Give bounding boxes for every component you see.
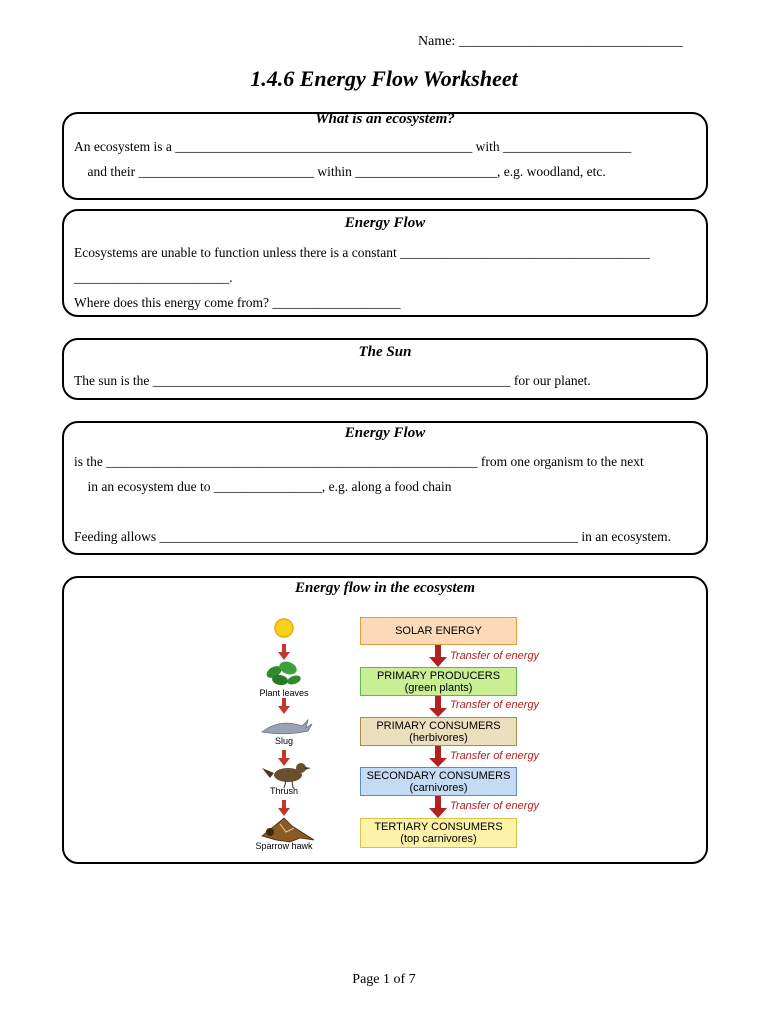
level-solar-energy-label: SOLAR ENERGY: [395, 625, 482, 637]
sun-line-1: The sun is the _____________________________________________________ for our planet.: [74, 373, 591, 388]
arrow-down-icon: [278, 698, 290, 714]
transfer-label: Transfer of energy: [450, 650, 540, 662]
food-chain-illustration: [240, 610, 340, 860]
ecosystem-section: [62, 112, 708, 200]
page-number: Page 1 of 7: [352, 972, 416, 987]
level-secondary-consumers-sub: (carnivores): [409, 782, 468, 794]
arrow-down-icon: [429, 696, 447, 717]
diagram-section-heading: Energy flow in the ecosystem: [295, 580, 475, 596]
arrow-down-icon: [429, 645, 447, 667]
level-primary-producers-label: PRIMARY PRODUCERS: [376, 670, 501, 682]
organism-label-plant-leaves: Plant leaves: [259, 688, 309, 698]
sun-section-heading: The Sun: [358, 344, 412, 360]
sun-section: [62, 338, 708, 400]
ecosystem-section-heading: What is an ecosystem?: [315, 111, 455, 127]
arrow-down-icon: [278, 800, 290, 816]
transfer-label: Transfer of energy: [450, 699, 540, 711]
name-field-label: Name: ________________________________: [418, 34, 683, 49]
sparrow-hawk-icon: [262, 818, 314, 842]
level-primary-consumers-sub: (herbivores): [409, 732, 468, 744]
organism-label-slug: Slug: [274, 736, 293, 746]
energy-flow-1-line-1: Ecosystems are unable to function unless there is a constant _____________________________________: [74, 245, 650, 260]
level-secondary-consumers-label: SECONDARY CONSUMERS: [366, 770, 511, 782]
organism-label-thrush: Thrush: [269, 786, 298, 796]
slug-icon: [262, 720, 312, 734]
energy-flow-section-1: [62, 209, 708, 317]
level-primary-producers-sub: (green plants): [404, 682, 473, 694]
page-title: 1.4.6 Energy Flow Worksheet: [250, 66, 518, 91]
level-tertiary-consumers: [360, 818, 517, 848]
energy-flow-section-2: [62, 421, 708, 555]
energy-flow-2-heading: Energy Flow: [344, 425, 426, 441]
sun-icon: [275, 619, 293, 637]
arrow-down-icon: [429, 746, 447, 767]
plant-leaves-icon: [265, 659, 302, 686]
arrow-down-icon: [278, 750, 290, 766]
transfer-label: Transfer of energy: [450, 750, 540, 762]
ecosystem-line-1: An ecosystem is a ____________________________________________ with ___________________: [74, 139, 632, 154]
energy-flow-2-line-2: in an ecosystem due to ________________, e.g. along a food chain: [74, 479, 452, 494]
energy-flow-2-line-1: is the _______________________________________________________ from one organism to the next: [74, 454, 644, 469]
level-primary-consumers-label: PRIMARY CONSUMERS: [376, 720, 501, 732]
energy-flow-1-line-2: _______________________.: [74, 270, 233, 285]
level-tertiary-consumers-sub: (top carnivores): [400, 833, 477, 845]
organism-label-sparrow-hawk: Sparrow hawk: [255, 841, 313, 851]
flow-arrows: [428, 645, 448, 820]
arrow-down-icon: [429, 796, 447, 818]
level-tertiary-consumers-label: TERTIARY CONSUMERS: [374, 821, 503, 833]
transfer-label: Transfer of energy: [450, 800, 540, 812]
energy-flow-1-line-3: Where does this energy come from? ___________________: [74, 295, 401, 310]
thrush-icon: [262, 763, 311, 788]
level-solar-energy: [360, 617, 517, 645]
arrow-down-icon: [278, 644, 290, 660]
energy-flow-2-line-3: Feeding allows ______________________________________________________________ in an ecosystem.: [74, 529, 671, 544]
energy-flow-1-heading: Energy Flow: [344, 215, 426, 231]
ecosystem-line-2: and their __________________________ within _____________________, e.g. woodland, etc.: [74, 164, 606, 179]
